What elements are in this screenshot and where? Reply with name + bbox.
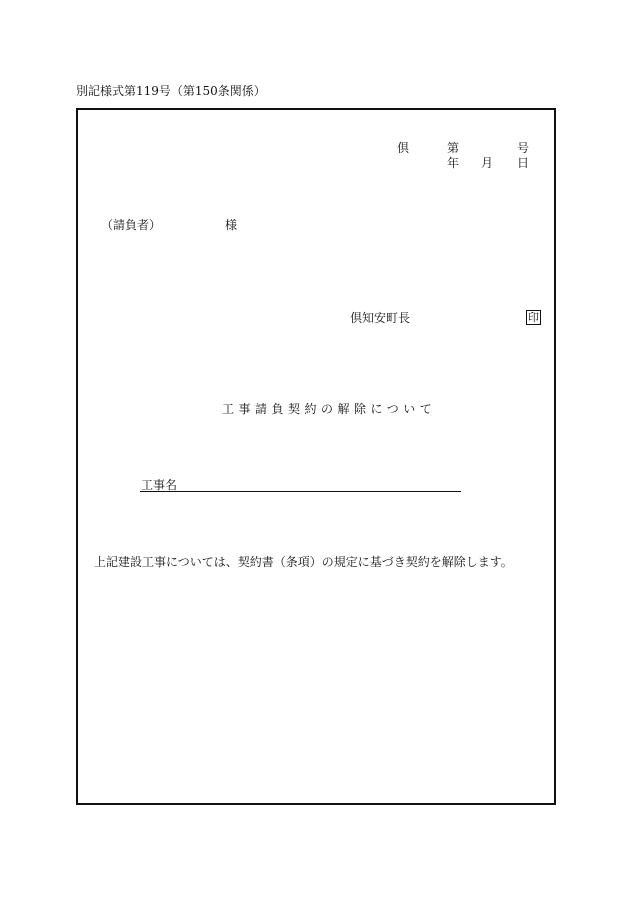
- reference-prefix: 倶: [397, 141, 410, 155]
- project-name-line: [140, 491, 461, 492]
- reference-go: 号: [517, 141, 530, 155]
- project-name-label: 工事名: [141, 478, 178, 492]
- seal-mark: 印: [528, 311, 539, 324]
- form-number: 別記様式第119号（第150条関係）: [76, 84, 266, 98]
- document-title: 工事請負契約の解除について: [222, 402, 437, 416]
- date-day: 日: [517, 156, 530, 170]
- reference-dai: 第: [447, 141, 460, 155]
- date-year: 年: [447, 156, 460, 170]
- recipient-honorific: 様: [225, 218, 238, 232]
- body-text: 上記建設工事については、契約書（条項）の規定に基づき契約を解除します。: [94, 555, 513, 569]
- issuer-name: 倶知安町長: [350, 311, 411, 325]
- date-month: 月: [481, 156, 494, 170]
- form-frame: [76, 108, 556, 805]
- recipient-label: （請負者）: [101, 218, 162, 232]
